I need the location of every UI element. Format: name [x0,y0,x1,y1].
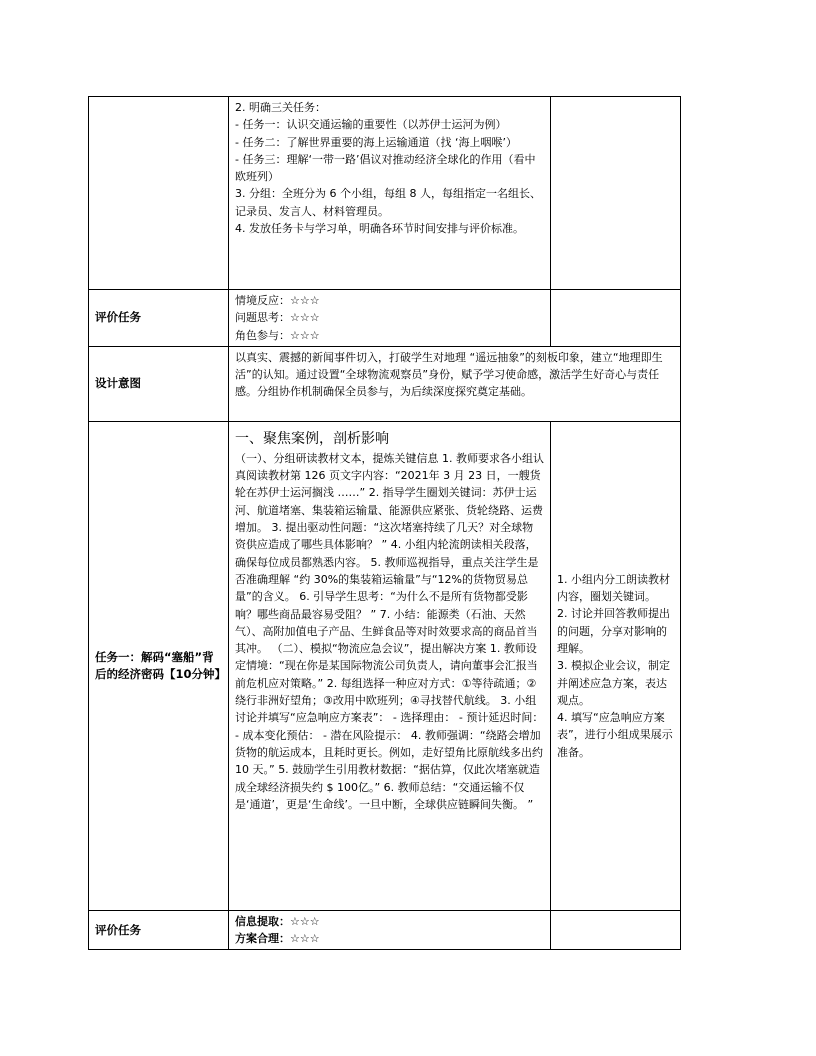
evaluation-item: 信息提取：☆☆☆ [235,914,320,928]
activity-item: 3. 模拟企业会议，制定并阐述应急方案，表达观点。 [557,659,670,707]
task-line: - 任务一：认识交通运输的重要性（以苏伊士运河为例） [235,118,507,132]
content-cell [229,421,551,910]
table-row [89,421,681,910]
label-cell [89,910,229,950]
evaluation-item: 角色参与：☆☆☆ [235,328,320,342]
activity-cell [551,910,681,950]
evaluation-item: 情境反应：☆☆☆ [235,294,320,307]
table-row [89,910,681,950]
star-rating: ☆☆☆ [290,328,320,342]
student-activity-cell [551,421,681,910]
activity-cell [551,290,681,347]
evaluation-label: 评价任务 [95,922,141,937]
table-row [89,97,681,290]
content-cell [229,910,551,950]
label-cell [89,97,229,290]
activity-cell [551,97,681,290]
label-cell [89,346,229,421]
label-cell [89,290,229,347]
lesson-plan-table [88,96,681,950]
task-line: - 任务二：了解世界重要的海上运输通道（找 ‘海上咽喉’） [235,135,517,149]
content-cell [229,97,551,290]
star-rating: ☆☆☆ [290,311,320,325]
task-line: 2. 明确三关任务： [235,101,326,114]
task-one-label: 任务一：解码“塞船”背后的经济密码【10分钟】 [95,649,227,681]
lesson-body: （一）、分组研读教材文本，提炼关键信息 1. 教师要求各小组认真阅读教材第 126 页文字内容：“2021年 3 月 23 日，一艘货轮在苏伊士运河搁浅 ……” 2. 指导学生圈划关键词：苏伊士运河、航道堵塞、集装箱运输量、能源供应紧张、货轮绕路、运费增加。 3. 提出驱动性问题：“这次堵塞持续了几天？对全球物资供应造成了哪些具体影响？ ” 4. 小组内轮流朗读相关段落，确保每位成员都熟悉内容。 5. 教师巡视指导，重点关注学生是否准确理解 “约 30%的集装箱运输量”与“12%的货物贸易总量”的含义。 6. 引导学生思考：“为什么不是所有货物都受影响？哪些商品最容易受阻？ ” 7. 小结：能源类（石油、天然气）、高附加值电子产品、生鲜食品等对时效要求高的商品首当其冲。 （二）、模拟“物流应急会议”，提出解决方案 1. 教师设定情境：“现在你是某国际物流公司负责人，请向董事会汇报当前危机应对策略。” 2. 每组选择一种应对方式：①等待疏通；②绕行非洲好望角；③改用中欧班列；④寻找替代航线。 3. 小组讨论并填写“应急响应方案表”： - 选择理由： - 预计延迟时间： - 成本变化预估： - 潜在风险提示： 4. 教师强调：“绕路会增加货物的航运成本，且耗时更长。例如，走好望角比原航线多出约 10 天。” 5. 鼓励学生引用教材数据：“据估算，仅此次堵塞就造成全球经济损失约 $ 100亿。” 6. 教师总结：“交通运输不仅是‘通道’，更是‘生命线’。一旦中断，全球供应链瞬间失衡。 ” [235,451,544,811]
evaluation-item: 方案合理：☆☆☆ [235,932,320,946]
activity-item: 2. 讨论并回答教师提出的问题，分享对影响的理解。 [557,607,670,655]
table-row [89,290,681,347]
star-rating: ☆☆☆ [290,932,320,946]
design-intent-label: 设计意图 [95,376,141,391]
content-cell [229,290,551,347]
task-line: 3. 分组：全班分为 6 个小组，每组 8 人，每组指定一名组长、记录员、发言人、材料管理员。 [235,187,541,218]
design-intent-text: 以真实、震撼的新闻事件切入，打破学生对地理 “遥远抽象”的刻板印象，建立“地理即生活”的认知。通过设置“全球物流观察员”身份，赋予学习使命感，激活学生好奇心与责任感。分组协作机制确保全员参与，为后续深度探究奠定基础。 [229,346,681,421]
activity-item: 1. 小组内分工朗读教材内容，圈划关键词。 [557,572,670,604]
task-line: 4. 发放任务卡与学习单，明确各环节时间安排与评价标准。 [235,222,524,236]
table-row [89,346,681,421]
star-rating: ☆☆☆ [290,914,320,928]
star-rating: ☆☆☆ [290,294,320,307]
section-heading: 一、聚焦案例，剖析影响 [235,430,389,447]
task-line: - 任务三：理解‘一带一路’倡议对推动经济全球化的作用（看中欧班列） [235,152,536,184]
evaluation-item: 问题思考：☆☆☆ [235,311,320,325]
label-cell [89,421,229,910]
activity-item: 4. 填写“应急响应方案表”，进行小组成果展示准备。 [557,711,673,759]
evaluation-label: 评价任务 [95,310,141,325]
